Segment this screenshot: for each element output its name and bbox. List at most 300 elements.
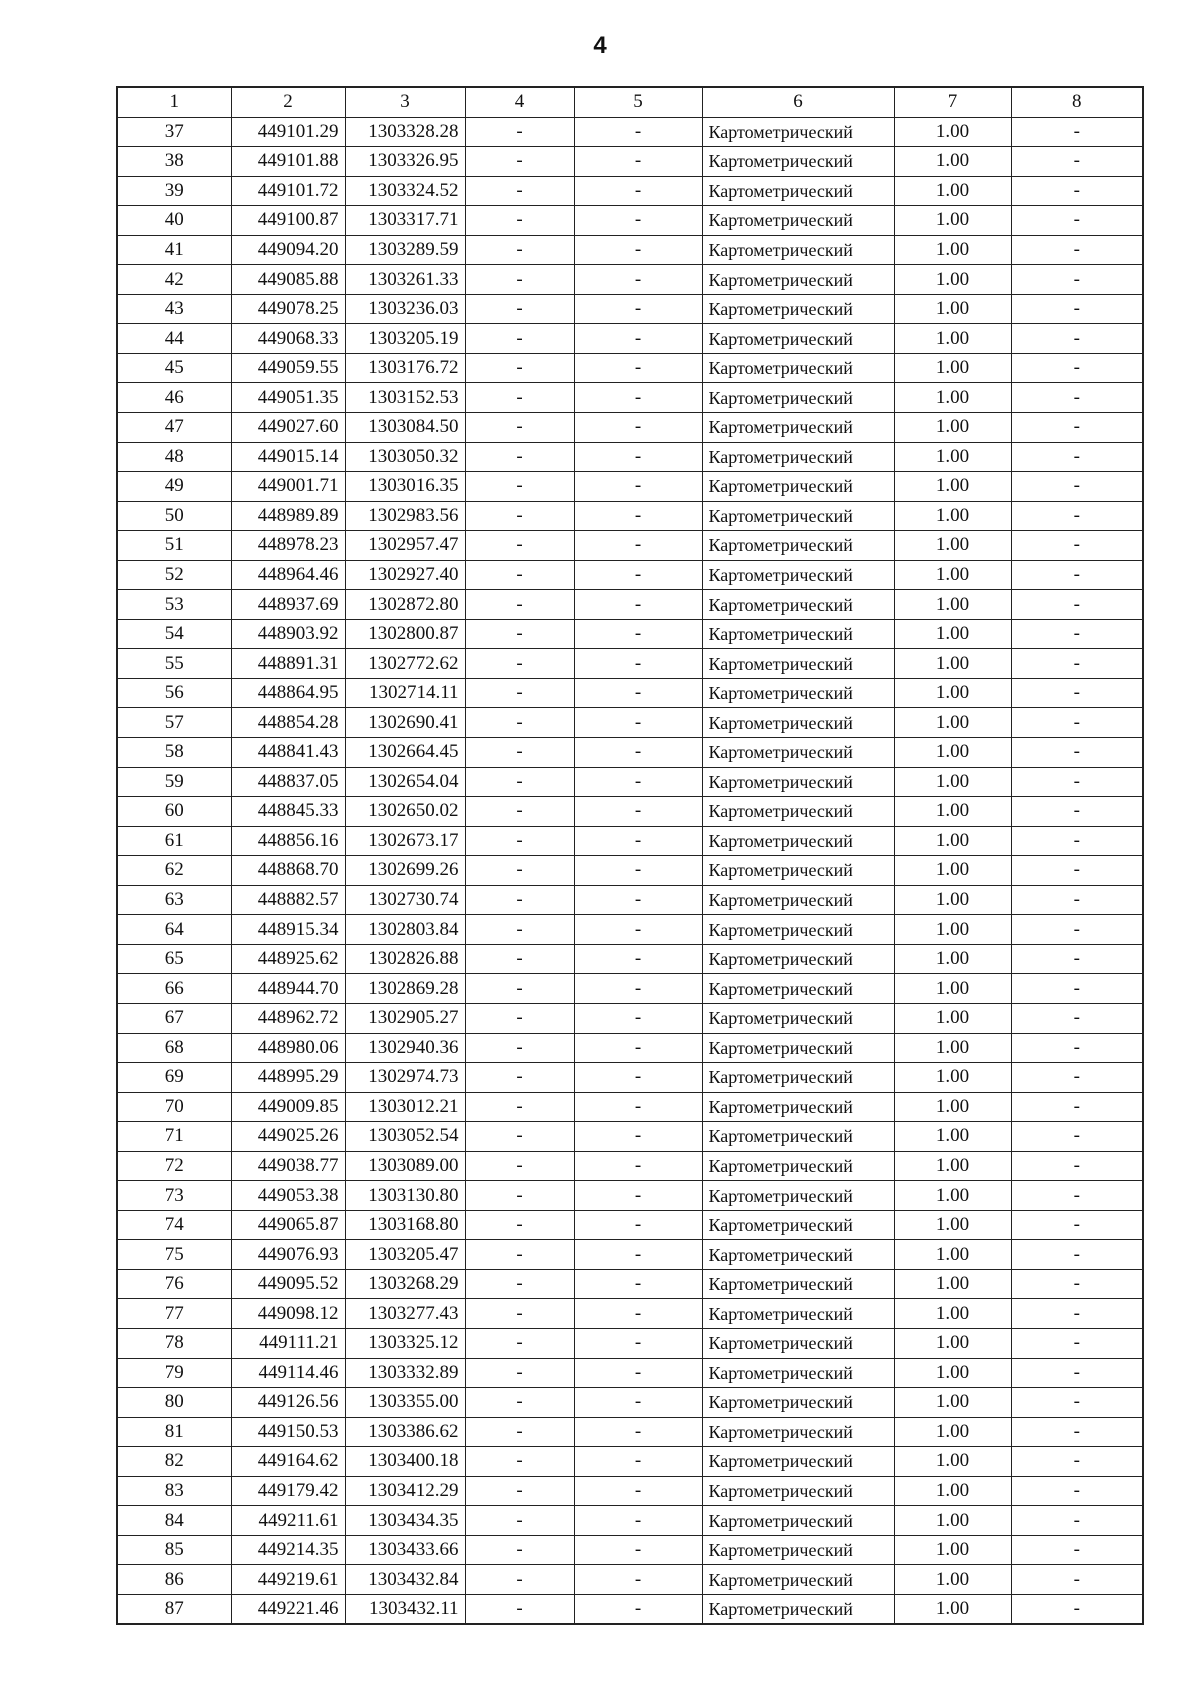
- col-5-cell: -: [574, 531, 702, 561]
- col-4-cell: -: [465, 1151, 574, 1181]
- accuracy-cell: 1.00: [894, 176, 1011, 206]
- point-number-cell: 65: [117, 944, 231, 974]
- y-coordinate-cell: 1303050.32: [345, 442, 465, 472]
- col-5-cell: -: [574, 1151, 702, 1181]
- col-5-cell: -: [574, 856, 702, 886]
- accuracy-cell: 1.00: [894, 1122, 1011, 1152]
- col-5-cell: -: [574, 176, 702, 206]
- y-coordinate-cell: 1303168.80: [345, 1210, 465, 1240]
- y-coordinate-cell: 1303176.72: [345, 353, 465, 383]
- col-8-cell: -: [1011, 1417, 1143, 1447]
- header-cell-6: 6: [702, 87, 894, 117]
- table-row: [117, 1447, 1143, 1477]
- col-4-cell: -: [465, 294, 574, 324]
- method-cell: Картометрический: [702, 1358, 894, 1388]
- method-cell: Картометрический: [702, 856, 894, 886]
- accuracy-cell: 1.00: [894, 560, 1011, 590]
- y-coordinate-cell: 1303412.29: [345, 1476, 465, 1506]
- method-cell: Картометрический: [702, 1506, 894, 1536]
- col-5-cell: -: [574, 678, 702, 708]
- col-5-cell: -: [574, 501, 702, 531]
- col-4-cell: -: [465, 1388, 574, 1418]
- col-8-cell: -: [1011, 1033, 1143, 1063]
- x-coordinate-cell: 449068.33: [231, 324, 345, 354]
- point-number-cell: 62: [117, 856, 231, 886]
- point-number-cell: 53: [117, 590, 231, 620]
- table-body: [117, 87, 1143, 1624]
- accuracy-cell: 1.00: [894, 353, 1011, 383]
- point-number-cell: 69: [117, 1063, 231, 1093]
- col-4-cell: -: [465, 856, 574, 886]
- x-coordinate-cell: 448962.72: [231, 1003, 345, 1033]
- point-number-cell: 84: [117, 1506, 231, 1536]
- y-coordinate-cell: 1303325.12: [345, 1328, 465, 1358]
- x-coordinate-cell: 449095.52: [231, 1269, 345, 1299]
- col-4-cell: -: [465, 235, 574, 265]
- col-5-cell: -: [574, 1033, 702, 1063]
- method-cell: Картометрический: [702, 353, 894, 383]
- col-8-cell: -: [1011, 117, 1143, 147]
- method-cell: Картометрический: [702, 649, 894, 679]
- x-coordinate-cell: 449065.87: [231, 1210, 345, 1240]
- point-number-cell: 52: [117, 560, 231, 590]
- y-coordinate-cell: 1303205.47: [345, 1240, 465, 1270]
- accuracy-cell: 1.00: [894, 1535, 1011, 1565]
- point-number-cell: 54: [117, 619, 231, 649]
- col-5-cell: -: [574, 265, 702, 295]
- x-coordinate-cell: 449111.21: [231, 1328, 345, 1358]
- accuracy-cell: 1.00: [894, 501, 1011, 531]
- col-4-cell: -: [465, 708, 574, 738]
- x-coordinate-cell: 448978.23: [231, 531, 345, 561]
- accuracy-cell: 1.00: [894, 1003, 1011, 1033]
- x-coordinate-cell: 449015.14: [231, 442, 345, 472]
- header-cell-1: 1: [117, 87, 231, 117]
- y-coordinate-cell: 1303326.95: [345, 147, 465, 177]
- method-cell: Картометрический: [702, 678, 894, 708]
- point-number-cell: 80: [117, 1388, 231, 1418]
- accuracy-cell: 1.00: [894, 678, 1011, 708]
- accuracy-cell: 1.00: [894, 206, 1011, 236]
- x-coordinate-cell: 448864.95: [231, 678, 345, 708]
- y-coordinate-cell: 1303433.66: [345, 1535, 465, 1565]
- accuracy-cell: 1.00: [894, 944, 1011, 974]
- table-row: [117, 531, 1143, 561]
- y-coordinate-cell: 1302772.62: [345, 649, 465, 679]
- y-coordinate-cell: 1302699.26: [345, 856, 465, 886]
- col-8-cell: -: [1011, 442, 1143, 472]
- accuracy-cell: 1.00: [894, 1358, 1011, 1388]
- y-coordinate-cell: 1303432.84: [345, 1565, 465, 1595]
- y-coordinate-cell: 1303261.33: [345, 265, 465, 295]
- accuracy-cell: 1.00: [894, 117, 1011, 147]
- col-5-cell: -: [574, 324, 702, 354]
- header-cell-5: 5: [574, 87, 702, 117]
- method-cell: Картометрический: [702, 206, 894, 236]
- method-cell: Картометрический: [702, 1565, 894, 1595]
- col-4-cell: -: [465, 353, 574, 383]
- col-5-cell: -: [574, 826, 702, 856]
- accuracy-cell: 1.00: [894, 383, 1011, 413]
- table-row: [117, 974, 1143, 1004]
- accuracy-cell: 1.00: [894, 619, 1011, 649]
- point-number-cell: 38: [117, 147, 231, 177]
- col-8-cell: -: [1011, 974, 1143, 1004]
- col-4-cell: -: [465, 1358, 574, 1388]
- table-row: [117, 324, 1143, 354]
- method-cell: Картометрический: [702, 235, 894, 265]
- col-8-cell: -: [1011, 1506, 1143, 1536]
- col-5-cell: -: [574, 649, 702, 679]
- x-coordinate-cell: 449214.35: [231, 1535, 345, 1565]
- col-8-cell: -: [1011, 738, 1143, 768]
- table-row: [117, 442, 1143, 472]
- method-cell: Картометрический: [702, 1003, 894, 1033]
- table-row: [117, 1210, 1143, 1240]
- point-number-cell: 78: [117, 1328, 231, 1358]
- col-4-cell: -: [465, 738, 574, 768]
- col-4-cell: -: [465, 383, 574, 413]
- x-coordinate-cell: 448964.46: [231, 560, 345, 590]
- col-8-cell: -: [1011, 1269, 1143, 1299]
- col-8-cell: -: [1011, 678, 1143, 708]
- y-coordinate-cell: 1302800.87: [345, 619, 465, 649]
- table-row: [117, 856, 1143, 886]
- col-4-cell: -: [465, 531, 574, 561]
- method-cell: Картометрический: [702, 472, 894, 502]
- col-4-cell: -: [465, 1417, 574, 1447]
- point-number-cell: 81: [117, 1417, 231, 1447]
- coordinates-table: [116, 86, 1144, 1625]
- table-row: [117, 1594, 1143, 1624]
- header-cell-4: 4: [465, 87, 574, 117]
- table-row: [117, 1092, 1143, 1122]
- col-8-cell: -: [1011, 1092, 1143, 1122]
- point-number-cell: 45: [117, 353, 231, 383]
- col-4-cell: -: [465, 117, 574, 147]
- accuracy-cell: 1.00: [894, 1594, 1011, 1624]
- method-cell: Картометрический: [702, 1092, 894, 1122]
- col-4-cell: -: [465, 1328, 574, 1358]
- col-4-cell: -: [465, 442, 574, 472]
- method-cell: Картометрический: [702, 1122, 894, 1152]
- x-coordinate-cell: 449053.38: [231, 1181, 345, 1211]
- table-row: [117, 1476, 1143, 1506]
- col-8-cell: -: [1011, 856, 1143, 886]
- x-coordinate-cell: 449025.26: [231, 1122, 345, 1152]
- x-coordinate-cell: 449027.60: [231, 413, 345, 443]
- accuracy-cell: 1.00: [894, 1299, 1011, 1329]
- point-number-cell: 50: [117, 501, 231, 531]
- point-number-cell: 66: [117, 974, 231, 1004]
- col-8-cell: -: [1011, 1388, 1143, 1418]
- y-coordinate-cell: 1302869.28: [345, 974, 465, 1004]
- col-4-cell: -: [465, 915, 574, 945]
- y-coordinate-cell: 1303012.21: [345, 1092, 465, 1122]
- x-coordinate-cell: 448845.33: [231, 797, 345, 827]
- col-8-cell: -: [1011, 206, 1143, 236]
- col-8-cell: -: [1011, 294, 1143, 324]
- accuracy-cell: 1.00: [894, 738, 1011, 768]
- method-cell: Картометрический: [702, 767, 894, 797]
- col-8-cell: -: [1011, 1535, 1143, 1565]
- accuracy-cell: 1.00: [894, 147, 1011, 177]
- col-4-cell: -: [465, 767, 574, 797]
- col-5-cell: -: [574, 294, 702, 324]
- point-number-cell: 59: [117, 767, 231, 797]
- table-row: [117, 619, 1143, 649]
- x-coordinate-cell: 449101.72: [231, 176, 345, 206]
- x-coordinate-cell: 448837.05: [231, 767, 345, 797]
- point-number-cell: 58: [117, 738, 231, 768]
- table-row: [117, 826, 1143, 856]
- accuracy-cell: 1.00: [894, 1565, 1011, 1595]
- accuracy-cell: 1.00: [894, 856, 1011, 886]
- col-5-cell: -: [574, 442, 702, 472]
- point-number-cell: 43: [117, 294, 231, 324]
- x-coordinate-cell: 449078.25: [231, 294, 345, 324]
- accuracy-cell: 1.00: [894, 885, 1011, 915]
- col-5-cell: -: [574, 383, 702, 413]
- table-row: [117, 797, 1143, 827]
- y-coordinate-cell: 1303400.18: [345, 1447, 465, 1477]
- x-coordinate-cell: 448937.69: [231, 590, 345, 620]
- table-row: [117, 560, 1143, 590]
- y-coordinate-cell: 1303236.03: [345, 294, 465, 324]
- table-row: [117, 206, 1143, 236]
- point-number-cell: 40: [117, 206, 231, 236]
- method-cell: Картометрический: [702, 501, 894, 531]
- accuracy-cell: 1.00: [894, 826, 1011, 856]
- col-4-cell: -: [465, 1003, 574, 1033]
- col-5-cell: -: [574, 235, 702, 265]
- method-cell: Картометрический: [702, 1151, 894, 1181]
- method-cell: Картометрический: [702, 1033, 894, 1063]
- col-5-cell: -: [574, 708, 702, 738]
- table-row: [117, 176, 1143, 206]
- col-8-cell: -: [1011, 265, 1143, 295]
- col-4-cell: -: [465, 1181, 574, 1211]
- table-row: [117, 885, 1143, 915]
- col-5-cell: -: [574, 1299, 702, 1329]
- col-4-cell: -: [465, 1565, 574, 1595]
- accuracy-cell: 1.00: [894, 797, 1011, 827]
- col-8-cell: -: [1011, 383, 1143, 413]
- method-cell: Картометрический: [702, 915, 894, 945]
- col-4-cell: -: [465, 324, 574, 354]
- col-5-cell: -: [574, 1328, 702, 1358]
- method-cell: Картометрический: [702, 826, 894, 856]
- y-coordinate-cell: 1303317.71: [345, 206, 465, 236]
- accuracy-cell: 1.00: [894, 413, 1011, 443]
- x-coordinate-cell: 448944.70: [231, 974, 345, 1004]
- point-number-cell: 42: [117, 265, 231, 295]
- col-4-cell: -: [465, 1506, 574, 1536]
- table-row: [117, 1151, 1143, 1181]
- method-cell: Картометрический: [702, 619, 894, 649]
- method-cell: Картометрический: [702, 1328, 894, 1358]
- accuracy-cell: 1.00: [894, 531, 1011, 561]
- col-4-cell: -: [465, 560, 574, 590]
- x-coordinate-cell: 449001.71: [231, 472, 345, 502]
- col-8-cell: -: [1011, 501, 1143, 531]
- x-coordinate-cell: 448915.34: [231, 915, 345, 945]
- x-coordinate-cell: 449100.87: [231, 206, 345, 236]
- method-cell: Картометрический: [702, 1476, 894, 1506]
- accuracy-cell: 1.00: [894, 294, 1011, 324]
- col-8-cell: -: [1011, 1210, 1143, 1240]
- col-5-cell: -: [574, 1476, 702, 1506]
- accuracy-cell: 1.00: [894, 1447, 1011, 1477]
- table-row: [117, 1299, 1143, 1329]
- table-row: [117, 147, 1143, 177]
- col-8-cell: -: [1011, 1063, 1143, 1093]
- col-4-cell: -: [465, 649, 574, 679]
- y-coordinate-cell: 1302730.74: [345, 885, 465, 915]
- col-8-cell: -: [1011, 1476, 1143, 1506]
- col-4-cell: -: [465, 885, 574, 915]
- method-cell: Картометрический: [702, 176, 894, 206]
- col-4-cell: -: [465, 1033, 574, 1063]
- method-cell: Картометрический: [702, 590, 894, 620]
- table-row: [117, 501, 1143, 531]
- col-8-cell: -: [1011, 649, 1143, 679]
- point-number-cell: 85: [117, 1535, 231, 1565]
- col-5-cell: -: [574, 413, 702, 443]
- y-coordinate-cell: 1303089.00: [345, 1151, 465, 1181]
- x-coordinate-cell: 448925.62: [231, 944, 345, 974]
- col-4-cell: -: [465, 1299, 574, 1329]
- col-4-cell: -: [465, 1063, 574, 1093]
- x-coordinate-cell: 449211.61: [231, 1506, 345, 1536]
- table-row: [117, 767, 1143, 797]
- table-row: [117, 1506, 1143, 1536]
- col-5-cell: -: [574, 1240, 702, 1270]
- col-4-cell: -: [465, 1122, 574, 1152]
- accuracy-cell: 1.00: [894, 1240, 1011, 1270]
- table-row: [117, 708, 1143, 738]
- point-number-cell: 60: [117, 797, 231, 827]
- y-coordinate-cell: 1302957.47: [345, 531, 465, 561]
- y-coordinate-cell: 1303152.53: [345, 383, 465, 413]
- method-cell: Картометрический: [702, 1063, 894, 1093]
- table-row: [117, 1328, 1143, 1358]
- x-coordinate-cell: 448891.31: [231, 649, 345, 679]
- col-8-cell: -: [1011, 767, 1143, 797]
- accuracy-cell: 1.00: [894, 1181, 1011, 1211]
- y-coordinate-cell: 1302826.88: [345, 944, 465, 974]
- table-row: [117, 383, 1143, 413]
- method-cell: Картометрический: [702, 1535, 894, 1565]
- table-row: [117, 1535, 1143, 1565]
- table-row: [117, 235, 1143, 265]
- col-5-cell: -: [574, 472, 702, 502]
- col-8-cell: -: [1011, 708, 1143, 738]
- point-number-cell: 68: [117, 1033, 231, 1063]
- point-number-cell: 64: [117, 915, 231, 945]
- accuracy-cell: 1.00: [894, 1151, 1011, 1181]
- col-8-cell: -: [1011, 1594, 1143, 1624]
- method-cell: Картометрический: [702, 1417, 894, 1447]
- method-cell: Картометрический: [702, 265, 894, 295]
- col-8-cell: -: [1011, 826, 1143, 856]
- col-4-cell: -: [465, 590, 574, 620]
- col-4-cell: -: [465, 1269, 574, 1299]
- accuracy-cell: 1.00: [894, 1210, 1011, 1240]
- y-coordinate-cell: 1303434.35: [345, 1506, 465, 1536]
- table-row: [117, 1063, 1143, 1093]
- col-5-cell: -: [574, 206, 702, 236]
- method-cell: Картометрический: [702, 147, 894, 177]
- point-number-cell: 46: [117, 383, 231, 413]
- col-8-cell: -: [1011, 590, 1143, 620]
- col-8-cell: -: [1011, 531, 1143, 561]
- col-8-cell: -: [1011, 915, 1143, 945]
- col-5-cell: -: [574, 797, 702, 827]
- x-coordinate-cell: 448903.92: [231, 619, 345, 649]
- col-4-cell: -: [465, 974, 574, 1004]
- col-8-cell: -: [1011, 472, 1143, 502]
- col-5-cell: -: [574, 1388, 702, 1418]
- x-coordinate-cell: 449094.20: [231, 235, 345, 265]
- method-cell: Картометрический: [702, 531, 894, 561]
- col-5-cell: -: [574, 1122, 702, 1152]
- col-5-cell: -: [574, 885, 702, 915]
- x-coordinate-cell: 448854.28: [231, 708, 345, 738]
- col-5-cell: -: [574, 767, 702, 797]
- accuracy-cell: 1.00: [894, 649, 1011, 679]
- point-number-cell: 75: [117, 1240, 231, 1270]
- col-5-cell: -: [574, 1535, 702, 1565]
- header-cell-8: 8: [1011, 87, 1143, 117]
- col-5-cell: -: [574, 1447, 702, 1477]
- y-coordinate-cell: 1302650.02: [345, 797, 465, 827]
- col-5-cell: -: [574, 1181, 702, 1211]
- accuracy-cell: 1.00: [894, 767, 1011, 797]
- accuracy-cell: 1.00: [894, 442, 1011, 472]
- col-8-cell: -: [1011, 619, 1143, 649]
- method-cell: Картометрический: [702, 324, 894, 354]
- x-coordinate-cell: 449076.93: [231, 1240, 345, 1270]
- col-5-cell: -: [574, 1092, 702, 1122]
- col-8-cell: -: [1011, 797, 1143, 827]
- table-row: [117, 1033, 1143, 1063]
- col-4-cell: -: [465, 413, 574, 443]
- table-row: [117, 1358, 1143, 1388]
- table-row: [117, 1388, 1143, 1418]
- y-coordinate-cell: 1303324.52: [345, 176, 465, 206]
- method-cell: Картометрический: [702, 708, 894, 738]
- table-row: [117, 1003, 1143, 1033]
- table-row: [117, 294, 1143, 324]
- point-number-cell: 47: [117, 413, 231, 443]
- col-8-cell: -: [1011, 1181, 1143, 1211]
- x-coordinate-cell: 449221.46: [231, 1594, 345, 1624]
- method-cell: Картометрический: [702, 974, 894, 1004]
- point-number-cell: 71: [117, 1122, 231, 1152]
- col-4-cell: -: [465, 472, 574, 502]
- x-coordinate-cell: 448995.29: [231, 1063, 345, 1093]
- point-number-cell: 83: [117, 1476, 231, 1506]
- table-row: [117, 1565, 1143, 1595]
- y-coordinate-cell: 1303268.29: [345, 1269, 465, 1299]
- col-5-cell: -: [574, 738, 702, 768]
- col-4-cell: -: [465, 678, 574, 708]
- accuracy-cell: 1.00: [894, 265, 1011, 295]
- table-row: [117, 413, 1143, 443]
- y-coordinate-cell: 1303355.00: [345, 1388, 465, 1418]
- col-5-cell: -: [574, 1063, 702, 1093]
